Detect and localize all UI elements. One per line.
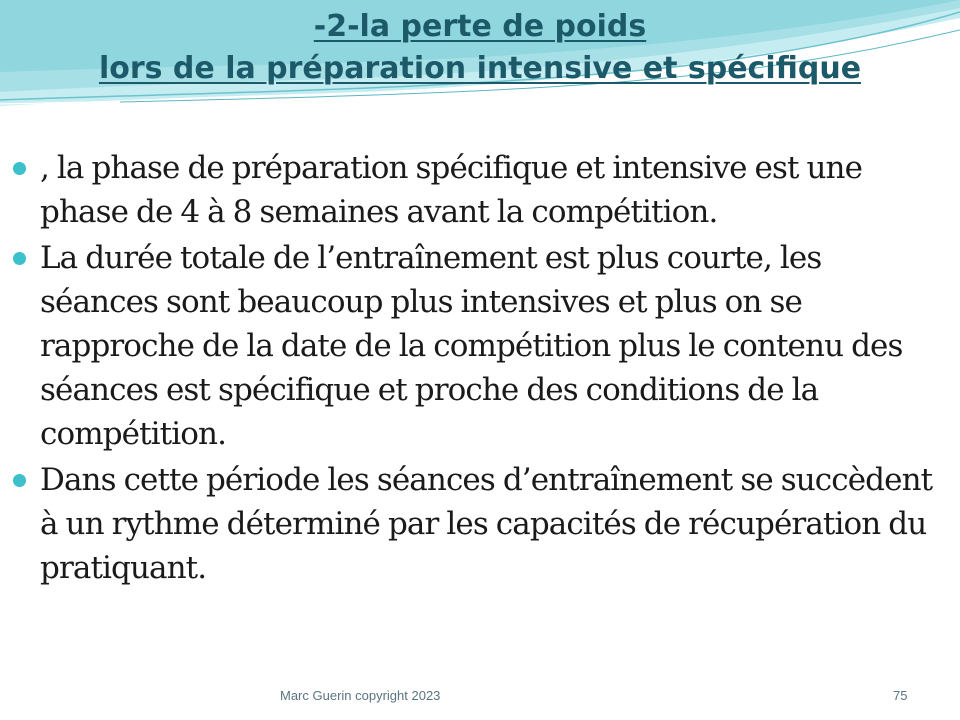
slide-title — [60, 6, 900, 90]
page-number: 75 — [893, 688, 908, 703]
bullet-dot-icon — [13, 474, 26, 487]
bullet-item — [10, 458, 940, 590]
bullet-item — [10, 236, 940, 456]
bullet-dot-icon — [13, 252, 26, 265]
bullet-text: Dans cette période les séances d’entraînement se succèdent à un rythme déterminé par les capacités de récupération du pratiquant. — [40, 462, 933, 586]
bullet-dot-icon — [13, 162, 26, 175]
title-line-2: lors de la préparation intensive et spécifique — [98, 51, 862, 86]
bullet-text: La durée totale de l’entraînement est plus courte, les séances sont beaucoup plus intensives et plus on se rapproche de la date de la compétition plus le contenu des séances est spécifique et proche des conditions de la compétition. — [40, 240, 903, 452]
bullet-list — [10, 146, 940, 592]
bullet-item — [10, 146, 940, 234]
bullet-text: , la phase de préparation spécifique et intensive est une phase de 4 à 8 semaines avant la compétition. — [40, 150, 863, 230]
title-line-1: -2-la perte de poids — [313, 9, 647, 44]
footer-text: Marc Guerin copyright 2023 — [280, 688, 441, 703]
